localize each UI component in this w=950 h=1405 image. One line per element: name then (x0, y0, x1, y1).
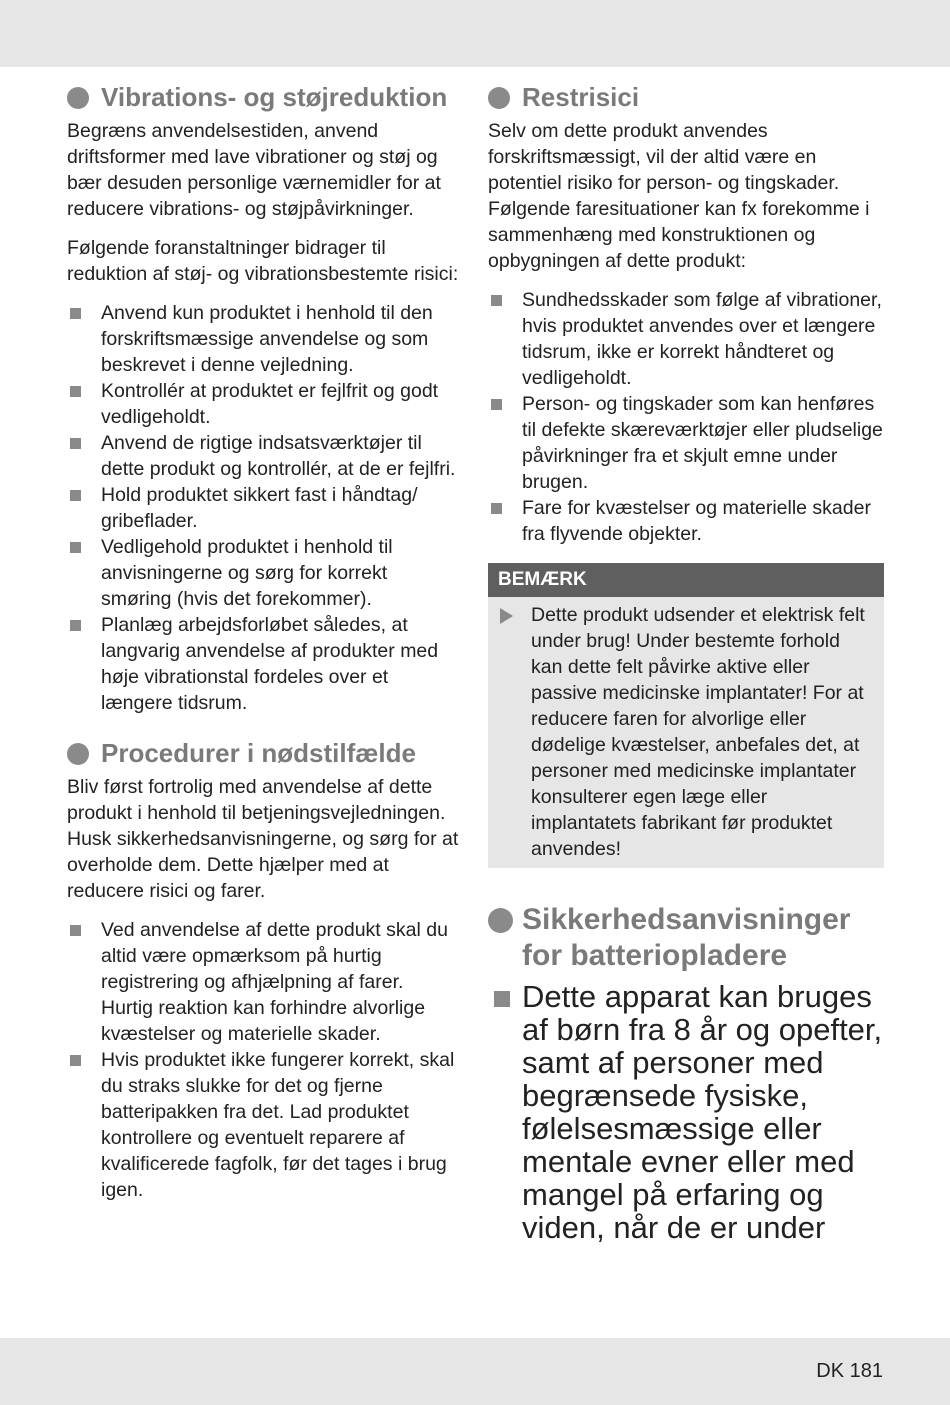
right-column (488, 82, 884, 1244)
list-item-text: Kontrollér at produktet er fejlfrit og godt vedligeholdt. (101, 380, 439, 428)
list-item-text: Sundhedsskader som følge af vibrationer, hvis produktet anvendes over et længere tidsrum, ikke er korrekt håndteret og vedligeholdt. (522, 289, 882, 389)
large-bullet-text: Dette apparat kan bruges af børn fra 8 år og opefter, samt af personer med begrænsede fysiske, følelsesmæssige eller mentale evner eller med mangel på erfaring og viden, når de er under (522, 979, 883, 1245)
square-bullet-icon (70, 925, 81, 936)
list-item (488, 391, 884, 495)
section-title-line1: Sikkerhedsanvisninger (522, 903, 851, 936)
section-title: Vibrations- og støjreduktion (101, 82, 448, 112)
page-number: DK 181 (816, 1360, 883, 1382)
paragraph: Følgende foranstaltninger bidrager til reduktion af støj- og vibrationsbestemte risici: (67, 237, 459, 285)
square-bullet-icon (70, 542, 81, 553)
section-title-line2: for batteriopladere (522, 939, 788, 972)
square-bullet-icon (491, 295, 502, 306)
square-bullet-icon (70, 1055, 81, 1066)
list-item (67, 482, 459, 534)
section-heading-residual-risk (488, 82, 884, 112)
paragraph: Bliv først fortrolig med anvendelse af dette produkt i henhold til betjeningsvejledningen. Husk sikkerhedsanvisningerne, og sørg for at overholde dem. Dette hjælper med at reducere risici og farer. (67, 776, 459, 902)
square-bullet-icon (70, 438, 81, 449)
footer-band (0, 1338, 950, 1405)
bullet-list (67, 300, 459, 716)
list-item-text: Hvis produktet ikke fungerer korrekt, skal du straks slukke for det og fjerne batteripakken fra det. Lad produktet kontrollere og eventuelt reparere af kvalificerede fagfolk, før det tages i brug igen. (101, 1049, 455, 1201)
left-column (67, 82, 459, 1217)
section-title: Restrisici (522, 82, 640, 112)
list-item-text: Person- og tingskader som kan henføres til defekte skæreværktøjer eller pludselige påvirkninger fra et skjult emne under brugen. (522, 393, 883, 493)
section-heading-vibration (67, 82, 459, 112)
square-bullet-icon (70, 490, 81, 501)
list-item-text: Hold produktet sikkert fast i håndtag/ gribeflader. (101, 484, 418, 532)
note-header: BEMÆRK (488, 563, 884, 597)
list-item-text: Anvend de rigtige indsatsværktøjer til dette produkt og kontrollér, at de er fejlfri. (101, 432, 456, 480)
note-box (488, 563, 884, 868)
paragraph: Selv om dette produkt anvendes forskriftsmæssigt, vil der altid være en potentiel risiko for person- og tingskader. Følgende faresituationer kan fx forekomme i sammenhæng med konstruktionen og opbygningen af dette produkt: (488, 120, 870, 272)
list-item (67, 612, 459, 716)
list-item-text: Vedligehold produktet i henhold til anvisningerne og sørg for korrekt smøring (hvis det forekommer). (101, 536, 393, 610)
paragraph: Begræns anvendelsestiden, anvend driftsformer med lave vibrationer og støj og bær desuden personlige værnemidler for at reducere vibrations- og støjpåvirkninger. (67, 120, 441, 220)
square-bullet-icon (494, 991, 510, 1007)
section-heading-battery (488, 902, 884, 974)
bullet-list (488, 287, 884, 547)
square-bullet-icon (70, 620, 81, 631)
arrow-right-icon (500, 608, 513, 624)
square-bullet-icon (491, 399, 502, 410)
bullet-circle-icon (67, 87, 89, 109)
list-item (67, 430, 459, 482)
bullet-circle-icon (488, 908, 513, 933)
list-item (67, 534, 459, 612)
note-text: Dette produkt udsender et elektrisk felt under brug! Under bestemte forhold kan dette felt påvirke aktive eller passive medicinske implantater! For at reducere faren for alvorlige eller dødelige kvæstelser, anbefales det, at personer med medicinske implantater konsulterer egen læge eller implantatets fabrikant før produktet anvendes! (531, 604, 865, 860)
square-bullet-icon (70, 308, 81, 319)
header-band (0, 0, 950, 67)
list-item-text: Fare for kvæstelser og materielle skader fra flyvende objekter. (522, 497, 871, 545)
list-item-text: Planlæg arbejdsforløbet således, at langvarig anvendelse af produkter med høje vibrationstal fordeles over et længere tidsrum. (101, 614, 439, 714)
list-item (488, 287, 884, 391)
list-item-text: Ved anvendelse af dette produkt skal du altid være opmærksom på hurtig registrering og afhjælpning af farer. Hurtig reaktion kan forhindre alvorlige kvæstelser og materielle skader. (101, 919, 448, 1045)
square-bullet-icon (70, 386, 81, 397)
large-bullet-paragraph (488, 980, 884, 1244)
list-item-text: Anvend kun produktet i henhold til den forskriftsmæssige anvendelse og som beskrevet i denne vejledning. (101, 302, 433, 376)
list-item (488, 495, 884, 547)
note-body (488, 597, 884, 862)
list-item (67, 917, 459, 1047)
section-heading-emergency (67, 738, 459, 768)
bullet-circle-icon (67, 743, 89, 765)
square-bullet-icon (491, 503, 502, 514)
list-item (67, 378, 459, 430)
list-item (67, 1047, 459, 1203)
list-item (67, 300, 459, 378)
bullet-circle-icon (488, 87, 510, 109)
section-title: Procedurer i nødstilfælde (101, 738, 416, 768)
bullet-list (67, 917, 459, 1203)
